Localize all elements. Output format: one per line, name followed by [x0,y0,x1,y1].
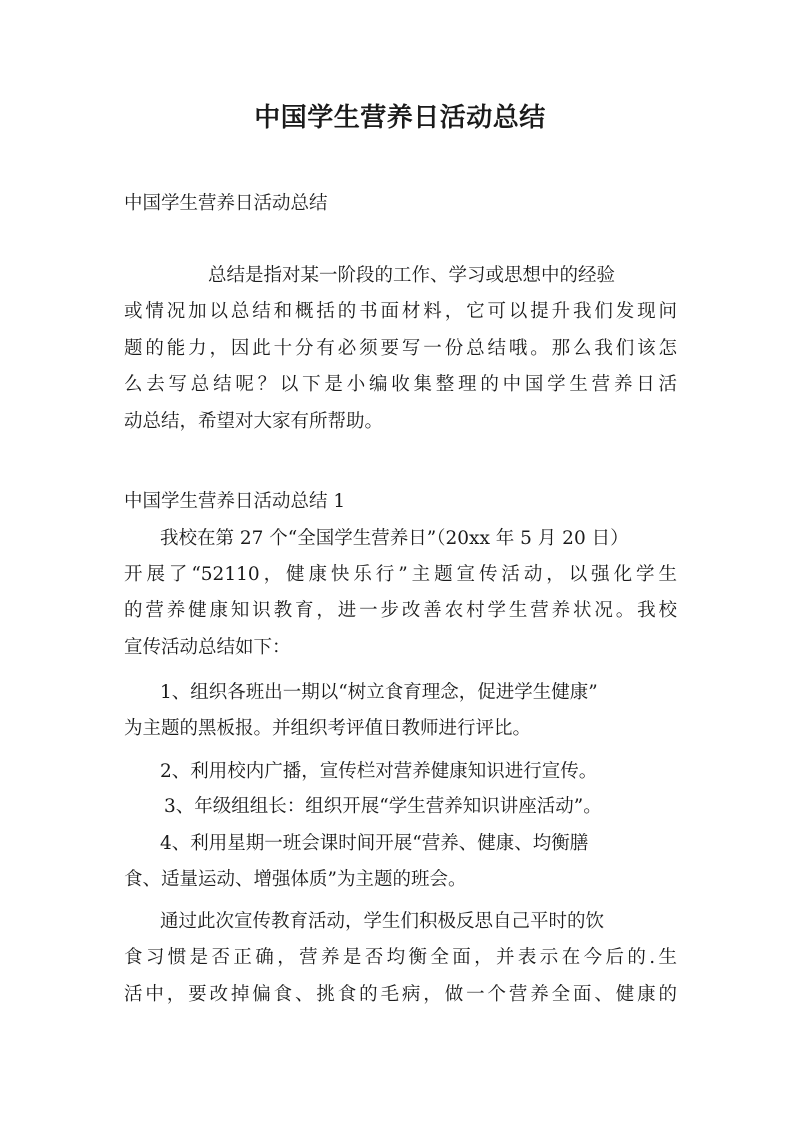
paragraph-line: 我校在第 27 个“全国学生营养日”（20xx 年 5 月 20 日） [160,528,629,549]
paragraph-line: 宣传活动总结如下： [124,637,291,658]
section-heading: 中国学生营养日活动总结 1 [124,491,346,512]
paragraph-line: 活中，要改掉偏食、挑食的毛病，做一个营养全面、健康的 [124,984,677,1005]
paragraph-line: 的营养健康知识教育，进一步改善农村学生营养状况。我校 [124,600,677,621]
intro-line: 动总结，希望对大家有所帮助。 [124,411,384,432]
paragraph-line: 开展了“52110，健康快乐行”主题宣传活动，以强化学生 [124,564,677,585]
list-item: 为主题的黑板报。并组织考评值日教师进行评比。 [124,718,532,739]
list-item: 3、年级组组长：组织开展“学生营养知识讲座活动”。 [164,796,602,817]
intro-line: 总结是指对某一阶段的工作、学习或思想中的经验 [208,265,616,286]
list-item: 食、适量运动、增强体质”为主题的班会。 [124,869,467,890]
paragraph-line: 食习惯是否正确，营养是否均衡全面，并表示在今后的.生 [124,947,677,968]
document-subtitle: 中国学生营养日活动总结 [124,193,328,214]
intro-line: 或情况加以总结和概括的书面材料，它可以提升我们发现问 [124,301,677,322]
list-item: 2、利用校内广播，宣传栏对营养健康知识进行宣传。 [160,761,598,782]
intro-line: 题的能力，因此十分有必须要写一份总结哦。那么我们该怎 [124,338,677,359]
list-item: 1、组织各班出一期以“树立食育理念，促进学生健康” [160,682,598,703]
paragraph-line: 通过此次宣传教育活动，学生们积极反思自己平时的饮 [160,911,605,932]
list-item: 4、利用星期一班会课时间开展“营养、健康、均衡膳 [160,833,589,854]
document-title: 中国学生营养日活动总结 [254,103,546,133]
intro-line: 么去写总结呢？以下是小编收集整理的中国学生营养日活 [124,374,677,395]
